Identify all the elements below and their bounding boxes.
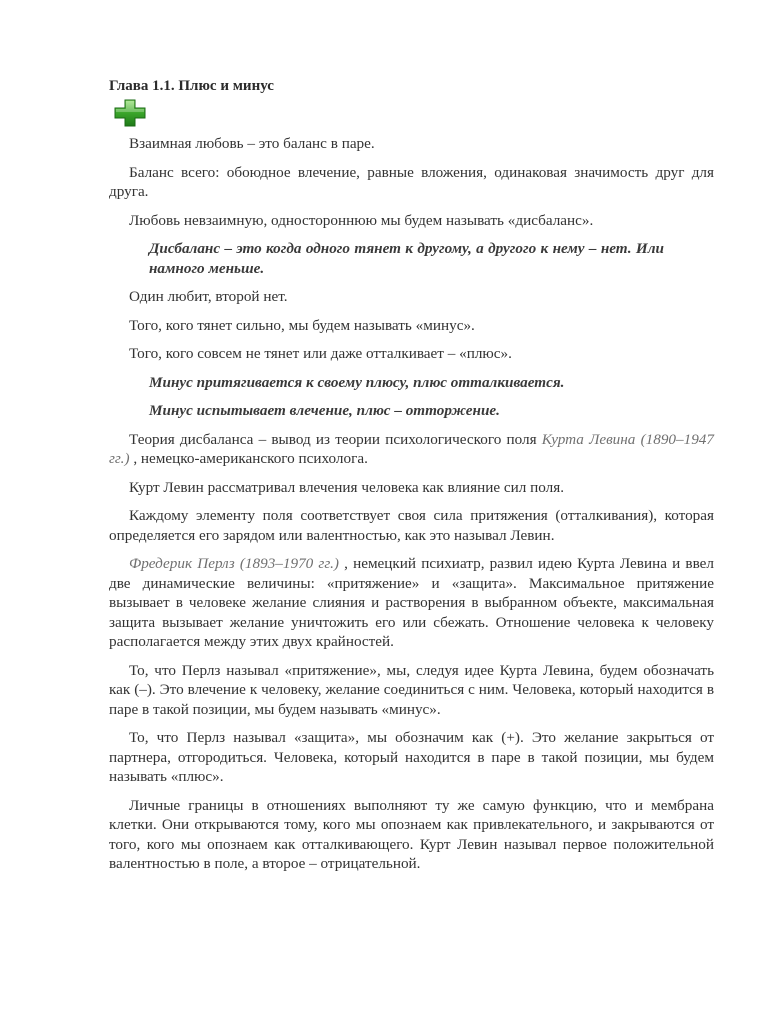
emphasis-quote: Минус испытывает влечение, плюс – отторжение. (149, 402, 500, 419)
document-page (109, 76, 714, 883)
paragraph-text: Теория дисбаланса – вывод из теории психологического поля (129, 430, 537, 448)
green-plus-icon (113, 98, 147, 128)
paragraph: Личные границы в отношениях выполняют ту же самую функцию, что и мембрана клетки. Они открываются тому, кого мы опознаем как привлекательного, и закрываются от того, кого мы опознаем как отталкивающего. Курт Левин называл первое положительной валентностью в поле, а второе – отрицательной. (109, 796, 714, 872)
paragraph (109, 554, 714, 652)
chapter-title: Глава 1.1. Плюс и минус (109, 78, 274, 94)
paragraph: Курт Левин рассматривал влечения человека как влияние сил поля. (129, 478, 565, 496)
paragraph: Того, кого тянет сильно, мы будем называть «минус». (129, 316, 475, 334)
emphasis-quote: Дисбаланс – это когда одного тянет к другому, а другого к нему – нет. Или намного меньше. (149, 240, 664, 277)
paragraph (109, 430, 714, 469)
paragraph: Любовь невзаимную, одностороннюю мы будем называть «дисбаланс». (129, 211, 594, 229)
paragraph-text: , немецкий психиатр, развил идею Курта Левина и ввел две динамические величины: «притяжение» и «защита». Максимальное притяжение вызывает в человеке желание слияния и растворения в выбранном объекте, максимальная защита вызывает желание уничтожить его или сбежать. Отношение человека к человеку располагается между этих двух крайностей. (109, 555, 714, 650)
paragraph: Каждому элементу поля соответствует своя сила притяжения (отталкивания), которая определяется его зарядом или валентностью, как это называл Левин. (109, 507, 714, 544)
paragraph: Один любит, второй нет. (129, 288, 288, 305)
paragraph: То, что Перлз называл «защита», мы обозначим как (+). Это желание закрыться от партнера, отгородиться. Человека, который находится в паре в такой позиции, мы будем называть «плюс». (109, 729, 714, 785)
reference-link[interactable]: Фредерик Перлз (1893–1970 гг.) (129, 555, 339, 572)
paragraph-text: , немецко-американского психолога. (133, 450, 368, 467)
paragraph: То, что Перлз называл «притяжение», мы, следуя идее Курта Левина, будем обозначать как (–). Это влечение к человеку, желание соединиться с ним. Человека, который находится в паре в такой позиции, мы будем называть «минус». (109, 661, 714, 718)
emphasis-quote: Минус притягивается к своему плюсу, плюс отталкивается. (149, 373, 565, 391)
paragraph: Того, кого совсем не тянет или даже отталкивает – «плюс». (129, 345, 512, 362)
reference-link[interactable]: Курта Левина (1890–1947 гг.) (109, 430, 714, 467)
paragraph: Взаимная любовь – это баланс в паре. (129, 135, 375, 152)
paragraph: Баланс всего: обоюдное влечение, равные вложения, одинаковая значимость друг для друга. (109, 163, 714, 200)
